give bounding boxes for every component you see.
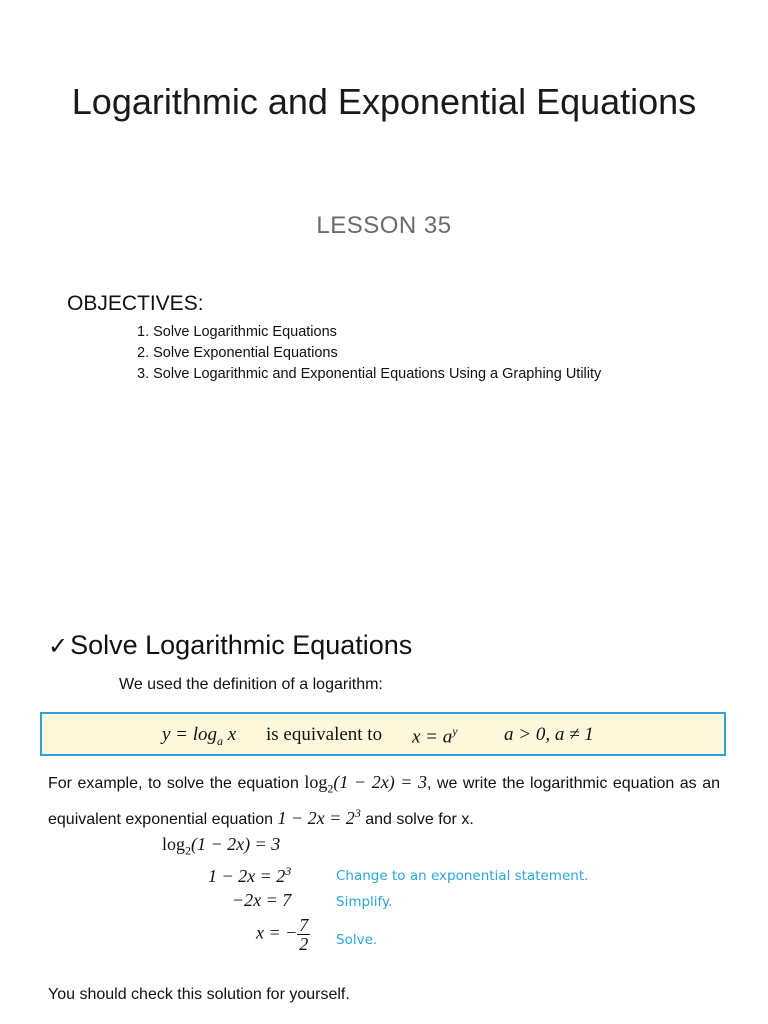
definition-left: $y = \log_a x$: [162, 724, 237, 748]
step-4: x = − $\frac{7}{2}$: [256, 915, 309, 954]
page-title: Logarithmic and Exponential Equations: [71, 81, 697, 122]
step-3-note: Simplify.: [336, 894, 393, 910]
step-3: −2x = 7: [232, 890, 292, 910]
step-4-note: Solve.: [336, 932, 378, 948]
definition-middle: is equivalent to: [266, 724, 383, 745]
definition-box: [40, 712, 726, 756]
fraction: $\frac{7}{2}$: [299, 915, 309, 954]
section-heading-text: Solve Logarithmic Equations: [70, 630, 413, 660]
definition-right: $x = a^y$: [412, 724, 458, 748]
objective-item: 2. Solve Exponential Equations: [137, 345, 338, 361]
check-mark-icon: ✓: [48, 633, 69, 660]
example-paragraph: For example, to solve the equation $\log_2(1 - 2x) = 3$, we write the logarithmic equation as an equivalent exponential equation $1 - 2x = 2^3$ and solve for x.: [48, 772, 721, 828]
footer-note: You should check this solution for yourself.: [48, 986, 350, 1003]
objective-item: 1. Solve Logarithmic Equations: [137, 324, 337, 340]
step-1: $\log_2(1 - 2x) = 3$: [162, 834, 281, 858]
objective-item: 3. Solve Logarithmic and Exponential Equations Using a Graphing Utility: [137, 366, 602, 382]
objectives-heading: OBJECTIVES:: [67, 292, 204, 315]
section-intro: We used the definition of a logarithm:: [119, 676, 383, 693]
solution-steps: [160, 830, 600, 970]
step-2-note: Change to an exponential statement.: [336, 868, 589, 884]
exponential-equation: $1 - 2x = 2^3$: [277, 805, 361, 828]
definition-condition: a > 0, a ≠ 1: [504, 724, 594, 745]
section-heading: [48, 630, 412, 661]
objectives-list: [137, 322, 601, 385]
lesson-subtitle: LESSON 35: [316, 212, 452, 239]
example-equation: $\log_2(1 - 2x) = 3$: [304, 772, 427, 796]
step-2: $1 - 2x = 2^3$: [208, 864, 292, 886]
